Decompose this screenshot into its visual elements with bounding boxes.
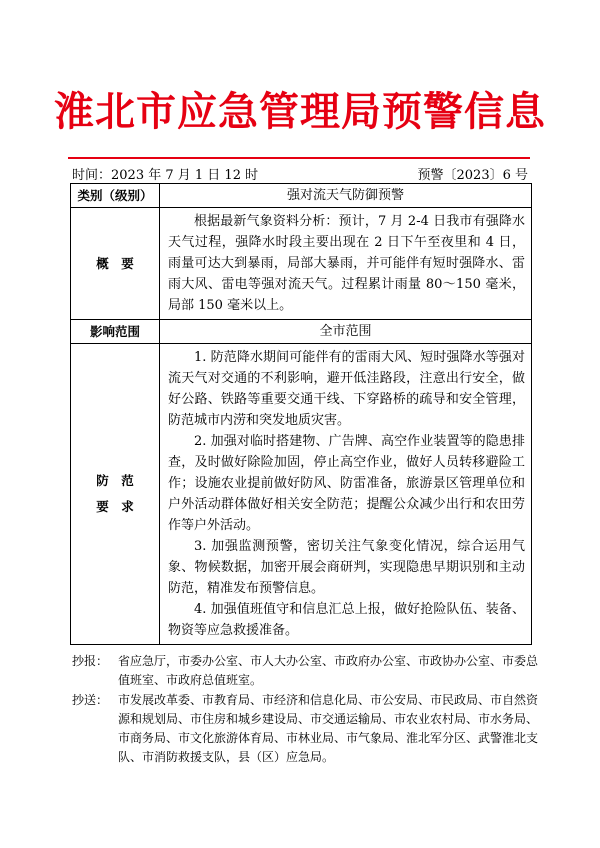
category-row [71,184,532,208]
requirements-label-line1: 防 范 [96,473,134,488]
requirement-item: 1. 防范降水期间可能伴有的雷雨大风、短时强降水等强对流天气对交通的不利影响，避开低洼路段，注意出行安全，做好公路、铁路等重要交通干线、下穿路桥的疏导和安全管理，防范城市内涝和突发地质灾害。 [168,350,525,428]
baobao-text: 省应急厅，市委办公室、市人大办公室、市政府办公室、市政协办公室、市委总值班室、市政府总值班室。 [118,654,539,687]
summary-text: 根据最新气象资料分析：预计，7 月 2-4 日我市有强降水天气过程，强降水时段主要出现在 2 日下午至夜里和 4 日，雨量可达大到暴雨，局部大暴雨，并可能伴有短时强降水、雷雨大风、雷电等强对流天气。过程累计雨量 80～150 毫米，局部 150 毫米以上。 [168,214,525,313]
warning-table [70,183,532,645]
scope-row [71,320,532,344]
doc-number: 预警〔2023〕6 号 [417,168,528,183]
scope-label: 影响范围 [71,320,160,344]
category-label: 类别（级别） [71,184,160,208]
requirements-label-line2: 要 求 [96,499,134,514]
scope-value: 全市范围 [160,320,532,344]
requirement-item: 3. 加强监测预警，密切关注气象变化情况，综合运用气象、物候数据，加密开展会商研判，实现隐患早期识别和主动防范，精准发布预警信息。 [168,539,525,596]
requirement-item: 4. 加强值班值守和信息汇总上报，做好抢险队伍、装备、物资等应急救援准备。 [168,602,525,638]
chaosong-section [72,691,542,767]
requirements-row [71,344,532,645]
chaosong-text: 市发展改革委、市教育局、市经济和信息化局、市公安局、市民政局、市自然资源和规划局、市住房和城乡建设局、市交通运输局、市农业农村局、市水务局、市商务局、市文化旅游体育局、市林业局、市气象局、淮北军分区、武警淮北支队、市消防救援支队，县（区）应急局。 [118,693,539,764]
chaosong-label: 抄送： [72,693,109,707]
requirements-label [71,344,160,645]
requirements-body [160,344,532,645]
summary-row [71,208,532,320]
summary-label: 概 要 [71,208,160,320]
requirement-item: 2. 加强对临时搭建物、广告牌、高空作业装置等的隐患排查，及时做好除险加固，停止高空作业，做好人员转移避险工作；设施农业提前做好防风、防雷准备，旅游景区管理单位和户外活动群体做好相关安全防范；提醒公众减少出行和农田劳作等户外活动。 [168,434,525,533]
red-rule [68,157,530,159]
baobao-section [72,652,542,690]
category-value: 强对流天气防御预警 [160,184,532,208]
baobao-label: 抄报： [72,654,109,668]
issue-time: 时间：2023 年 7 月 1 日 12 时 [72,168,259,183]
document-title: 淮北市应急管理局预警信息 [54,88,546,135]
